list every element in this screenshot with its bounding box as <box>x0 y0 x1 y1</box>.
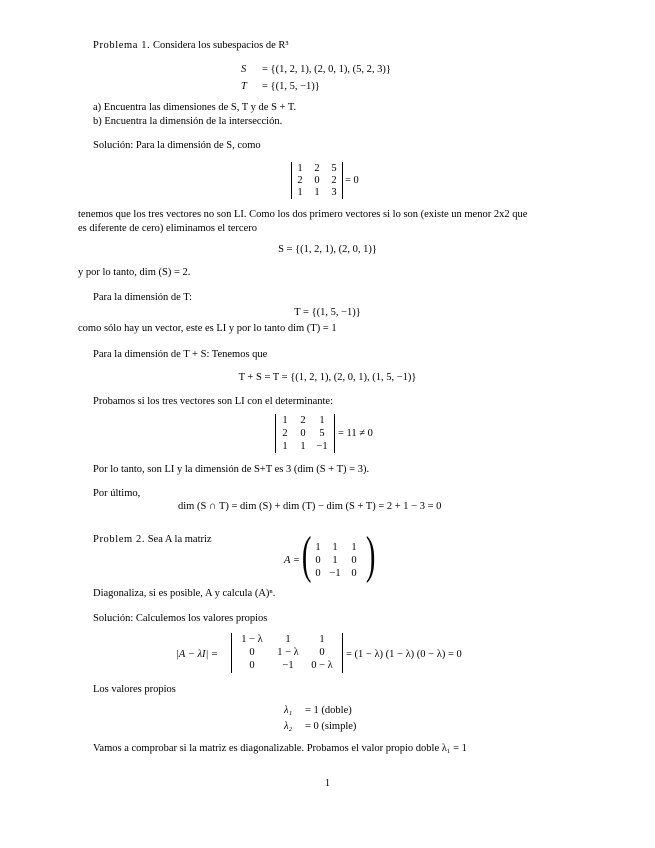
char-cell: 1 − λ <box>241 634 263 645</box>
finally-label: Por último, <box>93 488 141 499</box>
closing-text: Vamos a comprobar si la matriz es diagonalizable. Probamos el valor propio doble λ₁ = 1 <box>93 743 467 754</box>
det-intro: Probamos si los tres vectores son LI con el determinante: <box>93 396 333 407</box>
det2-cell: 5 <box>319 428 325 439</box>
det1-cell: 0 <box>314 175 320 186</box>
S-label: S <box>241 64 247 75</box>
matrix-A-cell: 0 <box>315 568 321 579</box>
det1-cell: 1 <box>314 187 320 198</box>
det2-cell: 2 <box>282 428 288 439</box>
det1-cell: 5 <box>331 163 337 174</box>
sum-intro: Para la dimensión de T + S: Tenemos que <box>93 349 268 360</box>
matrix-A <box>300 527 380 584</box>
det2-cell: 1 <box>282 415 288 426</box>
matrix-A-cell: 0 <box>351 555 357 566</box>
det2-cell: 1 <box>282 441 288 452</box>
problem2-title: Problem 2. <box>93 534 146 545</box>
sum-equation: T + S = T = {(1, 2, 1), (2, 0, 1), (1, 5, −1)} <box>238 372 417 383</box>
matrix-A-cell: 1 <box>315 542 321 553</box>
det2-cell: 0 <box>300 428 306 439</box>
T-label: T <box>241 81 247 92</box>
char-cell: 0 <box>319 647 325 658</box>
matrix-A-cell: 1 <box>351 542 357 553</box>
lambda2-label: λ₂ <box>284 721 293 732</box>
determinant-2 <box>275 414 335 453</box>
matrix-A-cell: −1 <box>329 568 341 579</box>
char-lhs: |A − λI| = <box>176 649 219 660</box>
problem1-heading <box>93 41 289 52</box>
det1-cell: 2 <box>331 175 337 186</box>
det1-cell: 1 <box>297 187 303 198</box>
S-reduced: S = {(1, 2, 1), (2, 0, 1)} <box>278 244 377 255</box>
left-paren: ( <box>301 527 312 584</box>
det2-cell: −1 <box>316 441 328 452</box>
text-li-line2: es diferente de cero) eliminamos el tercero <box>78 223 257 234</box>
matrix-A-cell: 1 <box>332 555 338 566</box>
intersection-equation: dim (S ∩ T) = dim (S) + dim (T) − dim (S + T) = 2 + 1 − 3 = 0 <box>178 501 442 512</box>
matrix-A-cell: 0 <box>315 555 321 566</box>
matrix-A-cell: 1 <box>332 542 338 553</box>
page-number: 1 <box>324 778 331 789</box>
det2-cell: 1 <box>319 415 325 426</box>
problem2-statement: Sea A la matriz <box>147 534 212 545</box>
part-a: a) Encuentra las dimensiones de S, T y de S + T. <box>93 102 297 113</box>
dim-T-intro: Para la dimensión de T: <box>93 292 193 303</box>
char-cell: 1 − λ <box>277 647 299 658</box>
matrix-A-cell: 0 <box>351 568 357 579</box>
char-cell: 0 − λ <box>311 660 333 671</box>
T-definition: = {(1, 5, −1)} <box>262 81 320 92</box>
det1-cell: 1 <box>297 163 303 174</box>
T-equation: T = {(1, 5, −1)} <box>294 307 361 318</box>
det1-cell: 2 <box>297 175 303 186</box>
dim-S: y por lo tanto, dim (S) = 2. <box>78 267 191 278</box>
det2-result: = 11 ≠ 0 <box>338 428 373 439</box>
lambda1-value: = 1 (doble) <box>305 705 352 716</box>
char-cell: 1 <box>285 634 291 645</box>
text-li-line1: tenemos que los tres vectores no son LI. Como los dos primero vectores si lo son (existe un menor 2x2 que <box>78 209 528 220</box>
char-cell: 1 <box>319 634 325 645</box>
eigen-intro: Los valores propios <box>93 684 176 695</box>
det1-result: = 0 <box>345 175 359 186</box>
solution2-intro: Solución: Calculemos los valores propios <box>93 613 268 624</box>
det1-cell: 3 <box>331 187 337 198</box>
sum-conclusion: Por lo tanto, son LI y la dimensión de S+T es 3 (dim (S + T) = 3). <box>93 464 370 475</box>
part-b: b) Encuentra la dimensión de la intersección. <box>93 116 283 127</box>
problem2-task: Diagonaliza, si es posible, A y calcula (A)ⁿ. <box>93 588 276 599</box>
solution1-intro: Solución: Para la dimensión de S, como <box>93 140 261 151</box>
problem2-heading <box>93 535 212 546</box>
lambda1-label: λ₁ <box>284 705 293 716</box>
det2-cell: 1 <box>300 441 306 452</box>
characteristic-determinant <box>231 633 343 673</box>
problem1-statement: Considera los subespacios de R³ <box>152 40 289 51</box>
char-result: = (1 − λ) (1 − λ) (0 − λ) = 0 <box>346 649 462 660</box>
S-definition: = {(1, 2, 1), (2, 0, 1), (5, 2, 3)} <box>262 64 391 75</box>
det2-cell: 2 <box>300 415 306 426</box>
lambda2-value: = 0 (simple) <box>305 721 357 732</box>
det1-cell: 2 <box>314 163 320 174</box>
char-cell: 0 <box>249 660 255 671</box>
matrix-A-label: A = <box>284 555 300 566</box>
dim-T: como sólo hay un vector, este es LI y por lo tanto dim (T) = 1 <box>78 323 337 334</box>
right-paren: ) <box>365 527 376 584</box>
problem1-title: Problema 1. <box>93 40 151 51</box>
char-cell: 0 <box>249 647 255 658</box>
determinant-1 <box>291 162 343 199</box>
char-cell: −1 <box>282 660 294 671</box>
